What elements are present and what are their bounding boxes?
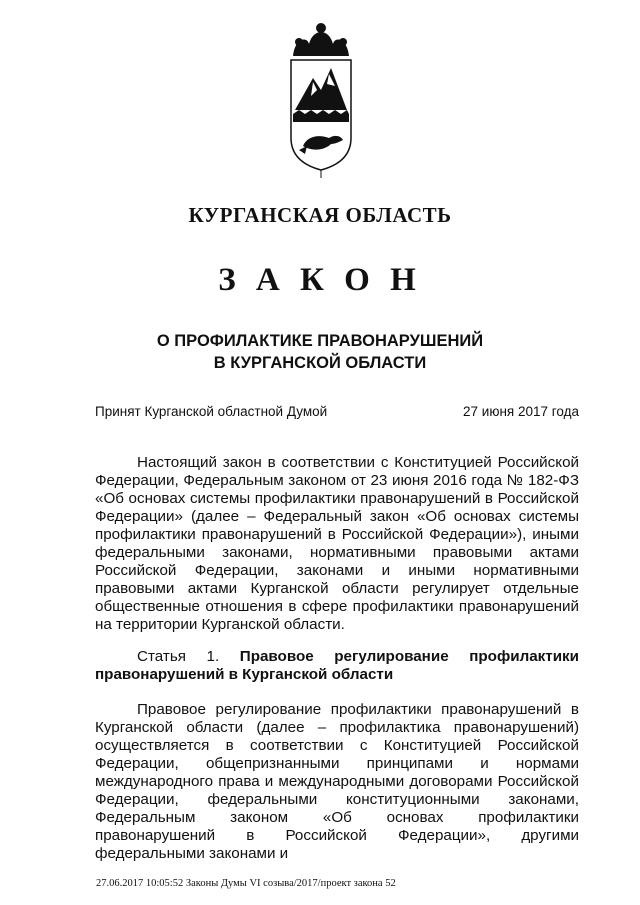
footer-meta: 27.06.2017 10:05:52 Законы Думы VI созыва/2017/проект закона 52: [96, 878, 396, 889]
article-1-paragraph: Правовое регулирование профилактики правонарушений в Курганской области (далее – профилактика правонарушений) осуществляется в соответствии с Конституцией Российской Федерации, общепризнанными принципами и нормами международного права и международными договорами Российской Федерации, федеральными конституционными законами, Федеральным законом «Об основах профилактики правонарушений в Российской Федерации», другими федеральными законами и: [95, 701, 579, 862]
law-title: [0, 330, 640, 374]
article-1-heading: [95, 648, 579, 684]
adoption-line: [95, 404, 579, 419]
adopted-by: Принят Курганской областной Думой: [95, 404, 328, 419]
intro-paragraph: Настоящий закон в соответствии с Конституцией Российской Федерации, Федеральным законом от 23 июня 2016 года № 182-ФЗ «Об основах системы профилактики правонарушений в Российской Федерации» (далее – Федеральный закон «Об основах системы профилактики правонарушений в Российской Федерации»), иными федеральными законами, нормативными правовыми актами Российской Федерации, законами и иными нормативными правовыми актами Курганской области регулирует отдельные общественные отношения в сфере профилактики правонарушений на территории Курганской области.: [95, 454, 579, 633]
document-type: З А К О Н: [218, 262, 422, 298]
article-1-title: Правовое регулирование профилактики правонарушений в Курганской области: [95, 648, 579, 683]
law-title-line-1: О ПРОФИЛАКТИКЕ ПРАВОНАРУШЕНИЙ: [156, 332, 484, 350]
law-title-line-2: В КУРГАНСКОЙ ОБЛАСТИ: [213, 354, 427, 372]
adoption-date: 27 июня 2017 года: [463, 404, 579, 419]
article-1-label: Статья 1.: [137, 648, 240, 665]
region-name: КУРГАНСКАЯ ОБЛАСТЬ: [188, 203, 452, 227]
kurgan-region-coat-of-arms-icon: [285, 10, 357, 180]
